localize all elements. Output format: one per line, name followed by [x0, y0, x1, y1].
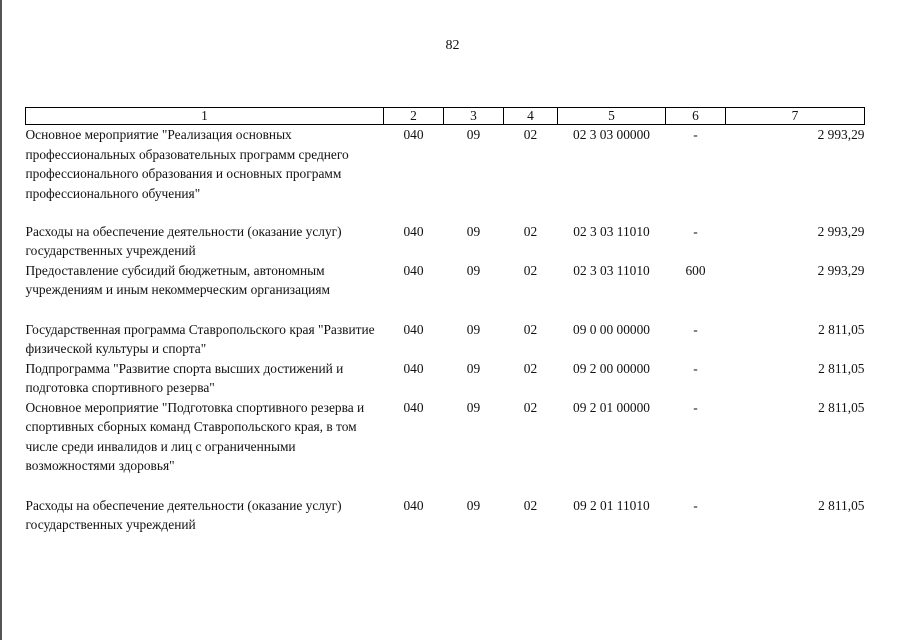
row-col-7: 2 993,29: [817, 262, 865, 278]
row-name: Предоставление субсидий бюджетным, автономным учреждениям и иным некоммерческим организациям: [25, 262, 330, 297]
header-col-6: 6: [666, 108, 726, 125]
row-col-4: 02: [523, 127, 538, 142]
header-col-5: 5: [558, 108, 666, 125]
budget-table: [25, 107, 865, 535]
row-name: Основное мероприятие "Подготовка спортивного резерва и спортивных сборных команд Ставропольского края, в том числе среди инвалидов и лиц с ограниченными возможностями здоровья": [25, 399, 365, 473]
row-col-7: 2 993,29: [817, 127, 865, 142]
row-col-2: 040: [403, 360, 424, 376]
row-col-6: -: [693, 127, 698, 142]
row-col-4: 02: [523, 321, 538, 337]
row-col-4: 02: [523, 262, 538, 278]
row-col-2: 040: [403, 223, 424, 239]
row-col-5: 09 2 00 00000: [573, 360, 650, 376]
row-name: Расходы на обеспечение деятельности (оказание услуг) государственных учреждений: [25, 497, 342, 532]
header-col-4: 4: [504, 108, 558, 125]
page-left-edge: [0, 0, 2, 640]
row-col-6: -: [693, 399, 698, 415]
row-col-5: 09 0 00 00000: [573, 321, 650, 337]
table-row: [26, 398, 865, 496]
table-row: [26, 125, 865, 222]
header-col-2: 2: [384, 108, 444, 125]
row-col-6: -: [693, 360, 698, 376]
table-row: [26, 320, 865, 359]
row-col-3: 09: [466, 223, 481, 239]
row-col-7: 2 811,05: [818, 399, 865, 415]
row-col-2: 040: [403, 321, 424, 337]
row-col-6: -: [693, 321, 698, 337]
row-col-6: -: [693, 497, 698, 513]
row-col-4: 02: [523, 399, 538, 415]
row-col-5: 02 3 03 00000: [573, 127, 650, 142]
row-col-4: 02: [523, 497, 538, 513]
row-col-5: 09 2 01 11010: [573, 497, 650, 513]
row-col-4: 02: [523, 360, 538, 376]
header-col-7: 7: [726, 108, 865, 125]
table-row: [26, 261, 865, 320]
header-col-1: 1: [26, 108, 384, 125]
row-col-7: 2 811,05: [818, 497, 865, 513]
row-col-7: 2 811,05: [818, 321, 865, 337]
row-name: Основное мероприятие "Реализация основных профессиональных образовательных программ среднего профессионального образования и основных программ профессионального обучения": [25, 127, 349, 201]
row-col-7: 2 993,29: [817, 223, 865, 239]
row-name: Расходы на обеспечение деятельности (оказание услуг) государственных учреждений: [25, 223, 342, 258]
row-col-3: 09: [466, 497, 481, 513]
row-col-3: 09: [466, 360, 481, 376]
row-col-5: 02 3 03 11010: [573, 262, 650, 278]
row-name: Подпрограмма "Развитие спорта высших достижений и подготовка спортивного резерва": [25, 360, 344, 395]
row-col-3: 09: [466, 127, 481, 142]
row-col-6: 600: [685, 262, 706, 278]
row-col-3: 09: [466, 321, 481, 337]
table-row: [26, 222, 865, 261]
table-header-row: [26, 108, 865, 125]
table-row: [26, 359, 865, 398]
row-col-2: 040: [403, 262, 424, 278]
row-col-4: 02: [523, 223, 538, 239]
row-col-2: 040: [403, 497, 424, 513]
row-col-3: 09: [466, 262, 481, 278]
row-col-3: 09: [466, 399, 481, 415]
page-number: 82: [445, 38, 460, 53]
row-col-2: 040: [403, 399, 424, 415]
row-col-7: 2 811,05: [818, 360, 865, 376]
row-col-2: 040: [403, 127, 424, 142]
row-col-5: 09 2 01 00000: [573, 399, 650, 415]
table-row: [26, 496, 865, 535]
row-col-6: -: [693, 223, 698, 239]
header-col-3: 3: [444, 108, 504, 125]
row-name: Государственная программа Ставропольского края "Развитие физической культуры и спорта": [25, 321, 375, 356]
row-col-5: 02 3 03 11010: [573, 223, 650, 239]
